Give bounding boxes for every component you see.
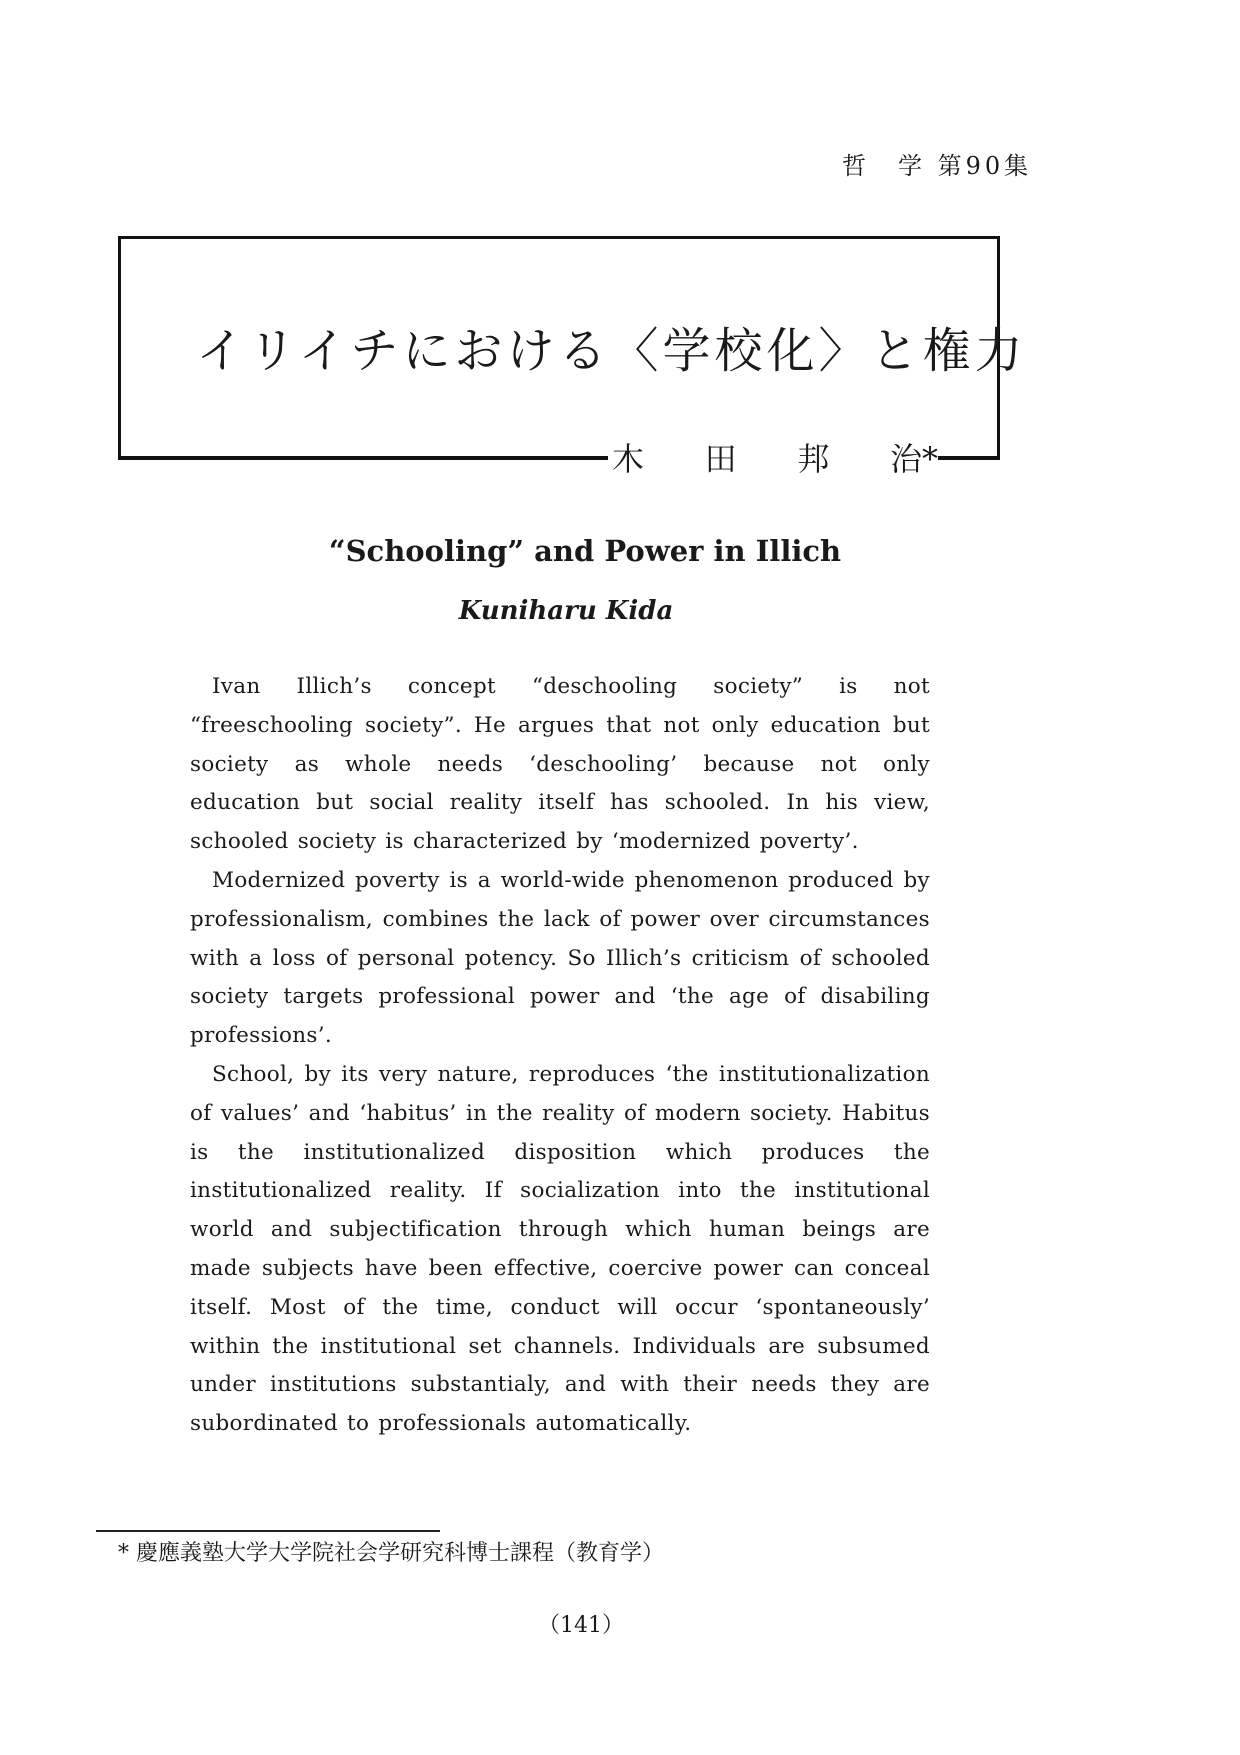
abstract-paragraph: Modernized poverty is a world-wide phenomenon produced by professionalism, combines the lack of power over circumstances with a loss of personal potency. So Illich’s criticism of schooled society targets professional power and ‘the age of disabiling professions’. <box>190 867 930 1049</box>
abstract-paragraph: School, by its very nature, reproduces ‘the institutionalization of values’ and ‘habitus’ in the reality of modern society. Habitus is the institutionalized disposition which produces the institutionalized reality. If socialization into the institutional world and subjectification through which human beings are made subjects have been effective, coercive power can conceal itself. Most of the time, conduct will occur ‘spontaneously’ within the institutional set channels. Individuals are subsumed under institutions substantialy, and with their needs they are subordinated to professionals automatically. <box>190 1061 930 1437</box>
abstract-paragraph: Ivan Illich’s concept “deschooling society” is not “freeschooling society”. He argues that not only education but society as whole needs ‘deschooling’ because not only education but social reality itself has schooled. In his view, schooled society is characterized by ‘modernized poverty’. <box>190 674 930 855</box>
footnote-rule <box>96 1530 440 1532</box>
japanese-author <box>612 434 938 480</box>
japanese-author-char: 治* <box>889 440 938 478</box>
affiliation-footnote: * 慶應義塾大学大学院社会学研究科博士課程（教育学） <box>118 1541 664 1566</box>
title-box-left-border <box>118 236 121 458</box>
page-number: （141） <box>538 1613 624 1638</box>
japanese-author-char: 木 <box>612 440 645 478</box>
journal-header: 哲 学 第90集 <box>842 152 1033 180</box>
japanese-author-char: 田 <box>704 440 737 478</box>
english-title: “Schooling” and Power in Illich <box>328 534 842 568</box>
japanese-author-char: 邦 <box>797 440 830 478</box>
abstract <box>190 668 930 1444</box>
japanese-title: イリイチにおける〈学校化〉と権力 <box>196 323 1027 379</box>
english-author: Kuniharu Kida <box>458 596 674 626</box>
title-box-bottom-rule-left <box>118 456 608 460</box>
title-box-bottom-rule-right <box>938 456 1000 460</box>
title-box-top-border <box>118 236 1000 239</box>
